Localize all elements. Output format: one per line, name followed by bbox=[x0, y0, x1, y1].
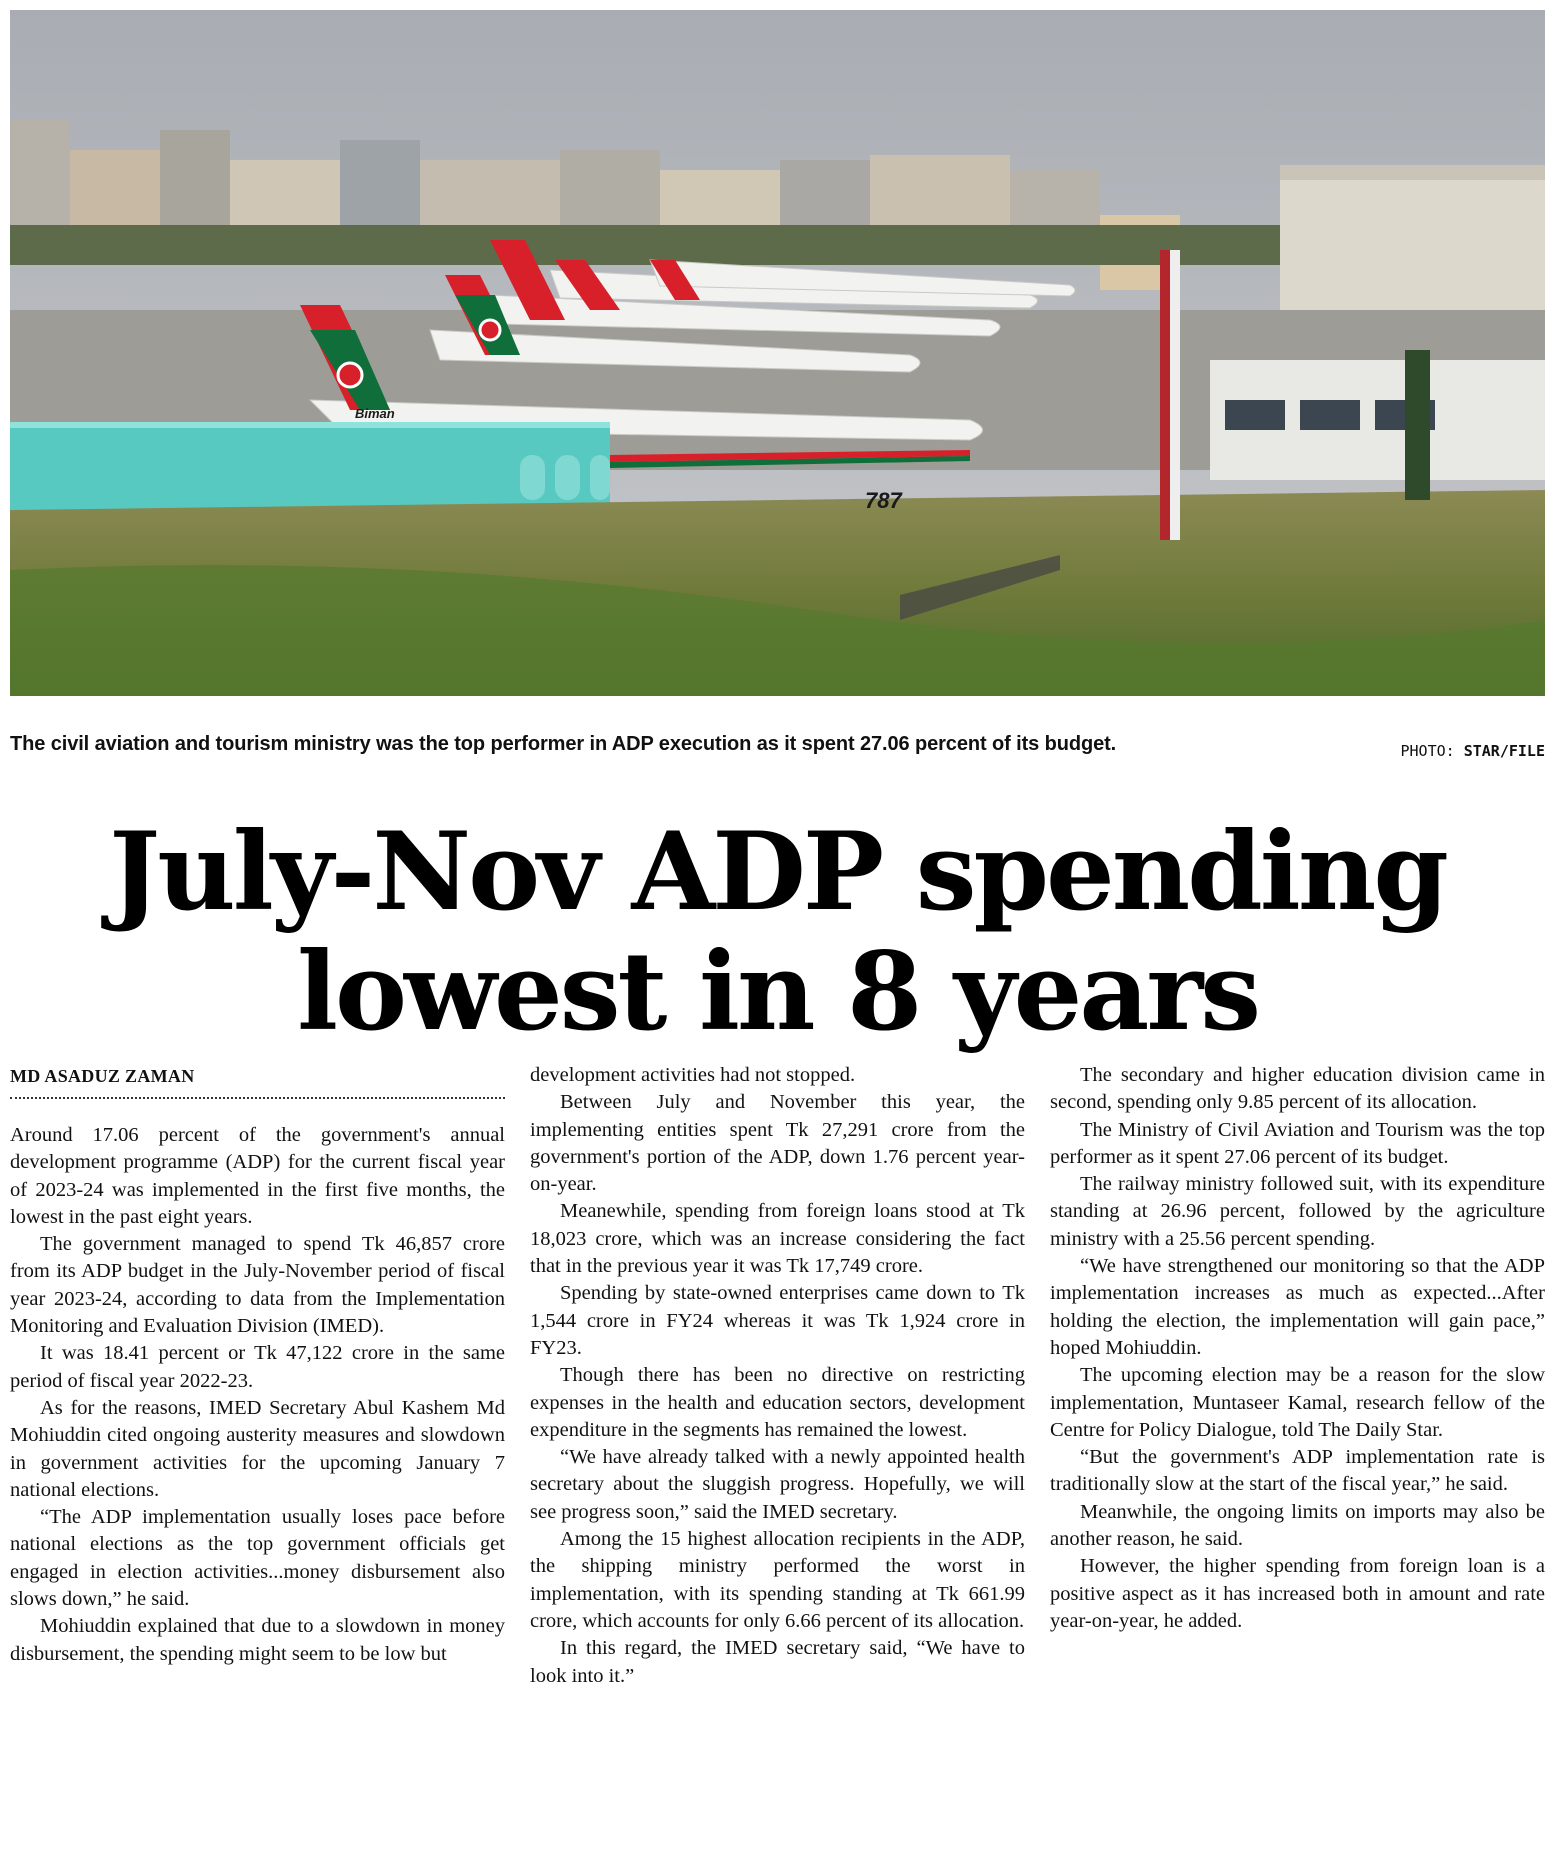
paragraph: Around 17.06 percent of the government's annual development programme (ADP) for the current fiscal year of 2023-24 was implemented in the first five months, the lowest in the past eight years. bbox=[10, 1124, 505, 1228]
photo-caption: The civil aviation and tourism ministry was the top performer in ADP execution as it spent 27.06 percent of its budget. bbox=[10, 733, 1117, 755]
photo-credit-source: STAR/FILE bbox=[1463, 742, 1545, 760]
tail-lettering: Biman bbox=[355, 406, 395, 421]
paragraph: The secondary and higher education division came in second, spending only 9.85 percent of its allocation. bbox=[1050, 1064, 1545, 1114]
paragraph: Mohiuddin explained that due to a slowdown in money disbursement, the spending might seem to be low but bbox=[10, 1615, 505, 1665]
airport-photo bbox=[10, 10, 1545, 696]
photo-credit bbox=[1401, 742, 1546, 760]
airport-photo-icon bbox=[10, 10, 1545, 696]
photo-credit-label: PHOTO: bbox=[1400, 742, 1455, 760]
paragraph: “The ADP implementation usually loses pace before national elections as the top government officials get engaged in election activities...money disbursement also slows down,” he said. bbox=[10, 1506, 505, 1611]
paragraph: In this regard, the IMED secretary said, “We have to look into it.” bbox=[530, 1637, 1025, 1687]
paragraph: “But the government's ADP implementation rate is traditionally slow at the start of the fiscal year,” he said. bbox=[1050, 1446, 1545, 1496]
headline-line-1: July-Nov ADP spending bbox=[109, 809, 1446, 935]
headline-line-2: lowest in 8 years bbox=[296, 929, 1259, 1055]
paragraph: The railway ministry followed suit, with its expenditure standing at 26.96 percent, followed by the agriculture ministry with a 25.56 percent spending. bbox=[1050, 1173, 1545, 1250]
paragraph: The upcoming election may be a reason for the slow implementation, Muntaseer Kamal, research fellow of the Centre for Policy Dialogue, told The Daily Star. bbox=[1050, 1364, 1545, 1441]
paragraph: The government managed to spend Tk 46,857 crore from its ADP budget in the July-November period of fiscal year 2023-24, according to data from the Implementation Monitoring and Evaluation Division (IMED). bbox=[10, 1233, 505, 1338]
article-column-2 bbox=[530, 1062, 1025, 1690]
paragraph: However, the higher spending from foreign loan is a positive aspect as it has increased both in amount and rate year-on-year, he added. bbox=[1050, 1555, 1545, 1632]
article-column-1 bbox=[10, 1122, 505, 1668]
paragraph: As for the reasons, IMED Secretary Abul Kashem Md Mohiuddin cited ongoing austerity measures and slowdown in government activities for the upcoming January 7 national elections. bbox=[10, 1396, 505, 1501]
paragraph-continuation: development activities had not stopped. bbox=[530, 1064, 856, 1086]
paragraph: Though there has been no directive on restricting expenses in the health and education sectors, development expenditure in the segments has remained the lowest. bbox=[530, 1364, 1025, 1441]
paragraph: Meanewhile, spending from foreign loans stood at Tk 18,023 crore, which was an increase considering the fact that in the previous year it was Tk 17,749 crore. bbox=[530, 1200, 1025, 1278]
paragraph: Meanwhile, the ongoing limits on imports may also be another reason, he said. bbox=[1050, 1500, 1545, 1551]
paragraph: “We have already talked with a newly appointed health secretary about the sluggish progress. Hopefully, we will see progress soon,” said the IMED secretary. bbox=[530, 1446, 1025, 1523]
paragraph: The Ministry of Civil Aviation and Tourism was the top performer as it spent 27.06 percent of its budget. bbox=[1050, 1118, 1545, 1168]
byline: MD ASADUZ ZAMAN bbox=[10, 1066, 505, 1099]
paragraph: Among the 15 highest allocation recipients in the ADP, the shipping ministry performed the worst in implementation, with its spending standing at Tk 661.99 crore, which accounts for only 6.66 percent of its allocation. bbox=[530, 1528, 1025, 1632]
paragraph: It was 18.41 percent or Tk 47,122 crore in the same period of fiscal year 2022-23. bbox=[10, 1342, 505, 1392]
paragraph: “We have strengthened our monitoring so that the ADP implementation increases as much as expected...After holding the election, the implementation will gain pace,” hoped Mohiuddin. bbox=[1050, 1255, 1545, 1359]
headline bbox=[0, 809, 1555, 1055]
article-column-3 bbox=[1050, 1062, 1545, 1635]
paragraph: Between July and November this year, the implementing entities spent Tk 27,291 crore from the government's portion of the ADP, down 1.76 percent year-on-year. bbox=[530, 1091, 1025, 1196]
paragraph: Spending by state-owned enterprises came down to Tk 1,544 crore in FY24 whereas it was Tk 1,924 crore in FY23. bbox=[530, 1282, 1025, 1359]
fuselage-lettering: 787 bbox=[865, 488, 902, 513]
